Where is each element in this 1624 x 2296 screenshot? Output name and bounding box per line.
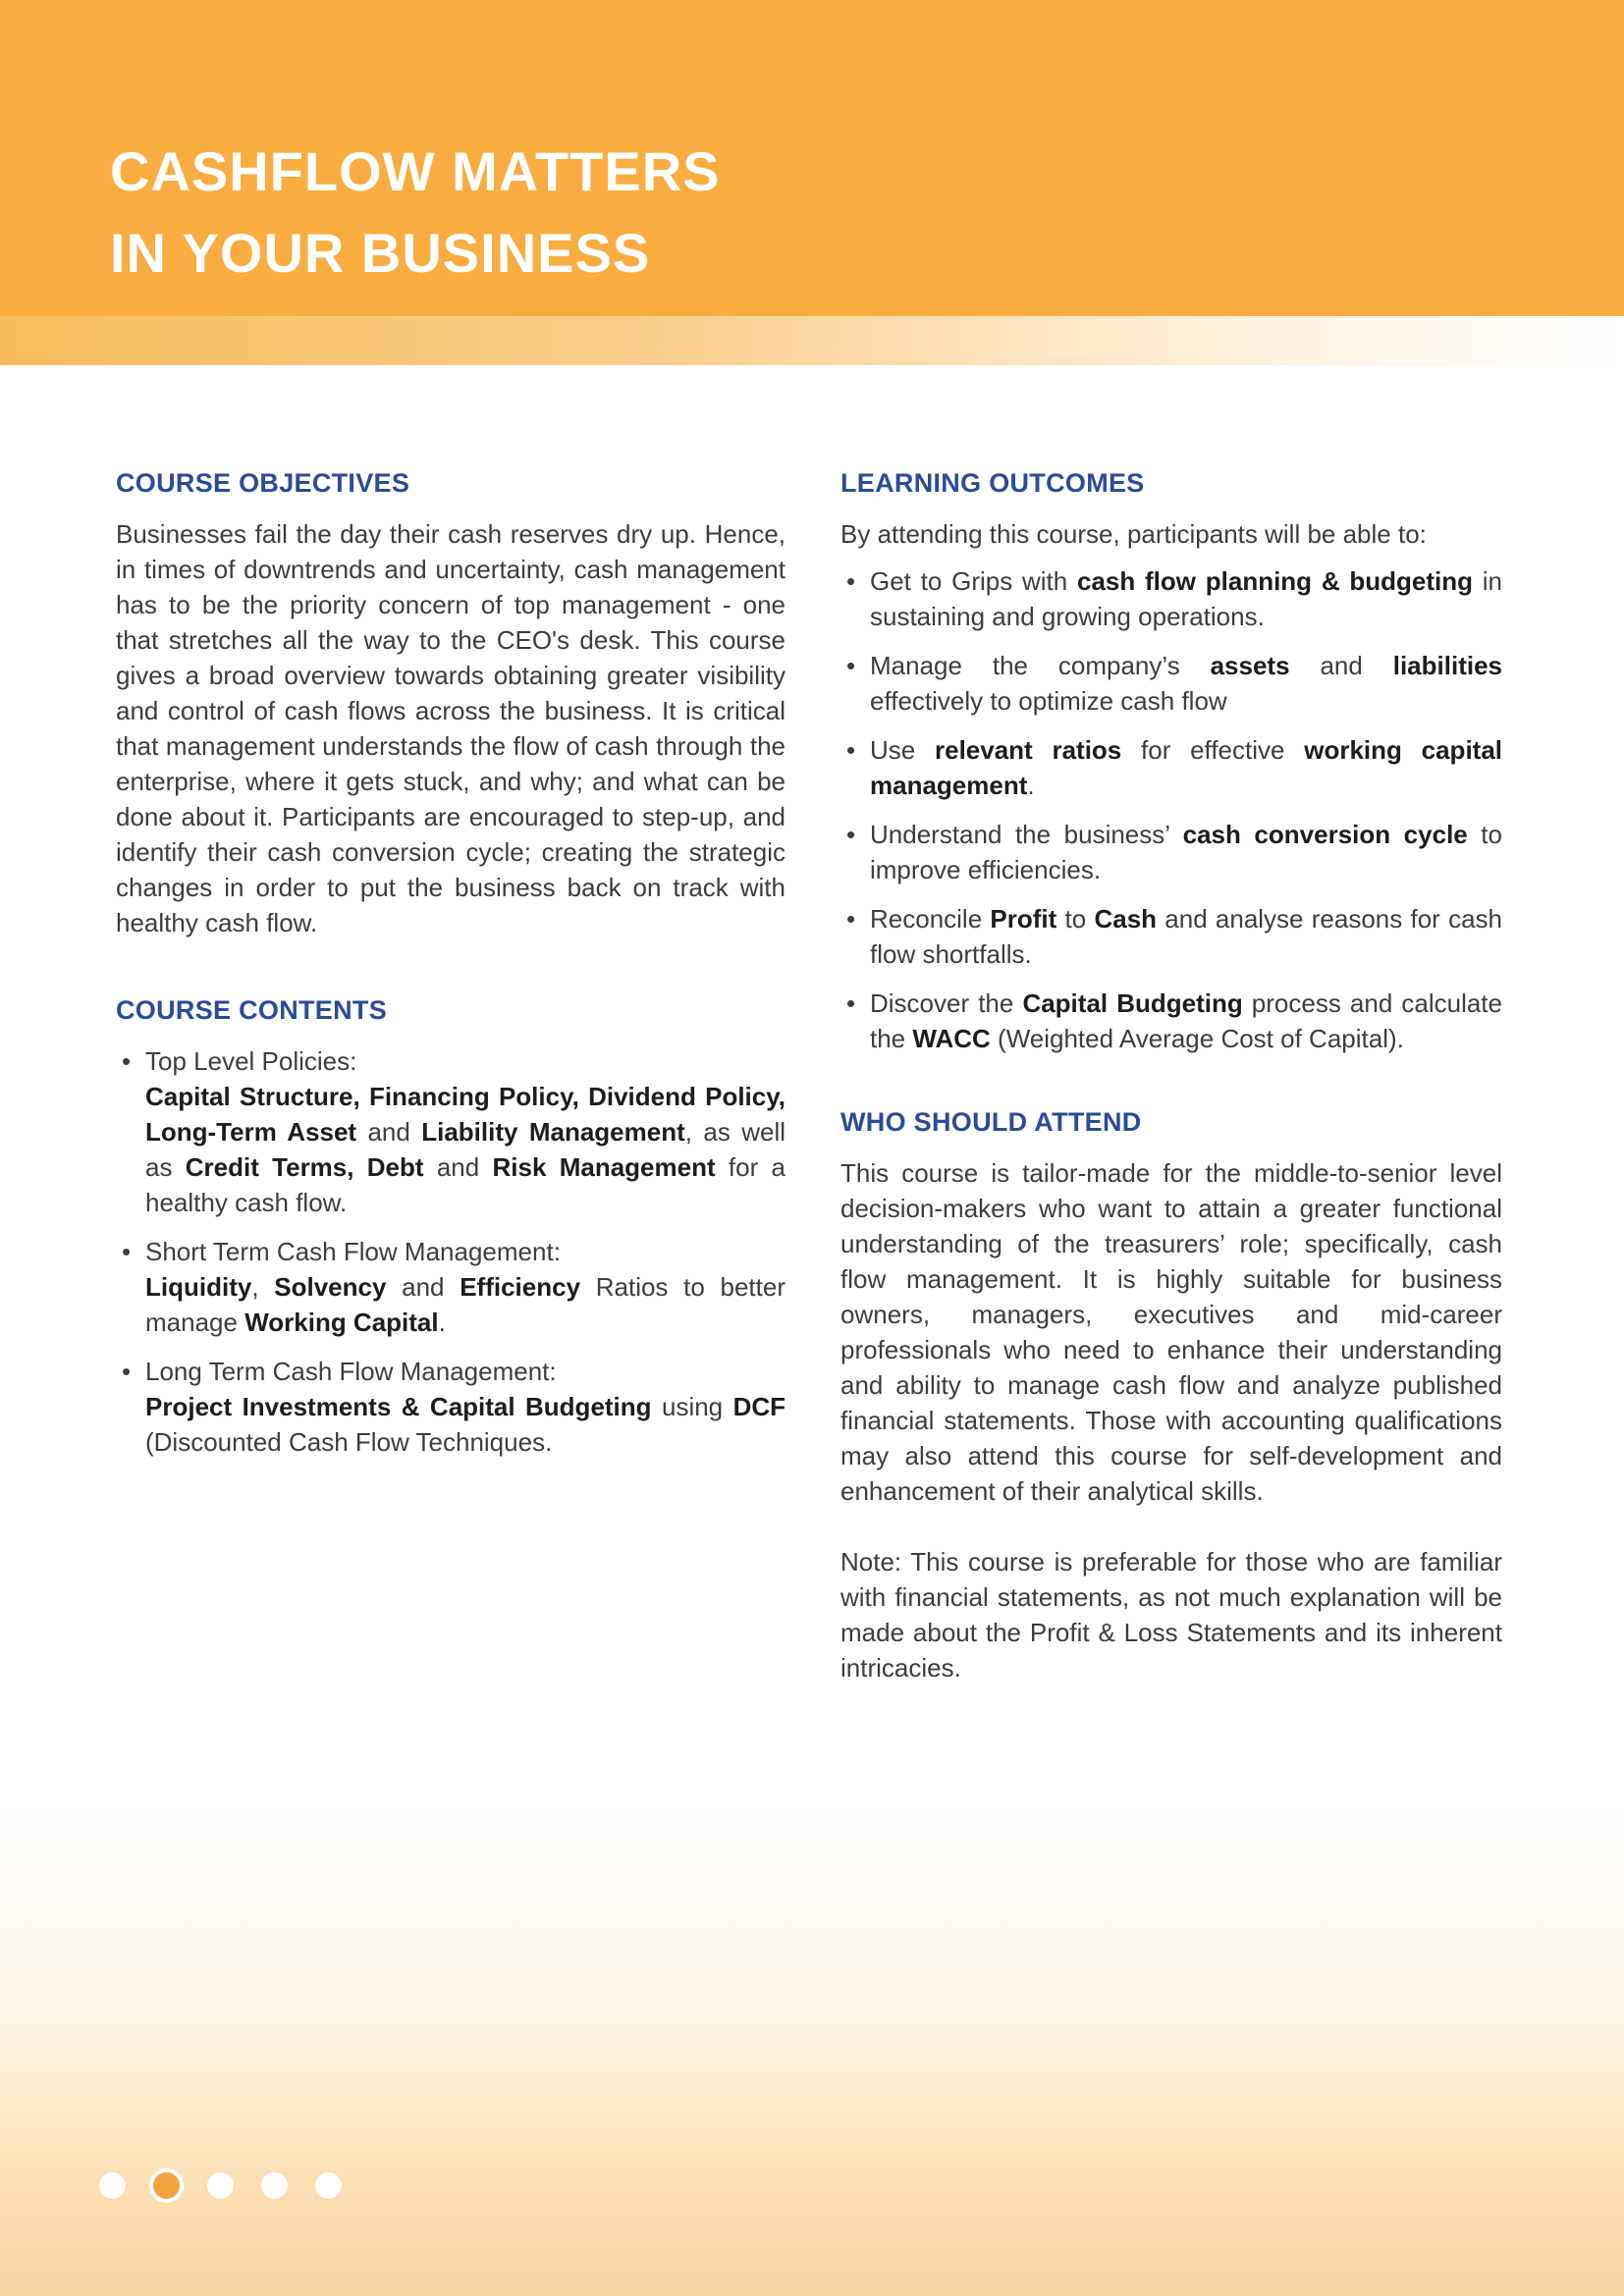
right-column	[840, 468, 1502, 1685]
bullet-item: • Understand the business’ cash conversion cycle to improve efficiencies.	[840, 817, 1502, 887]
pagination-dot	[315, 2172, 342, 2199]
bullet-item: • Get to Grips with cash flow planning & budgeting in sustaining and growing operations.	[840, 563, 1502, 634]
pagination-dot-active	[153, 2172, 180, 2199]
bullet-item: • Long Term Cash Flow Management: Project Investments & Capital Budgeting using DCF (Discounted Cash Flow Techniques.	[116, 1354, 785, 1460]
who-should-attend-heading: WHO SHOULD ATTEND	[840, 1107, 1142, 1137]
bullet-item: • Use relevant ratios for effective working capital management.	[840, 732, 1502, 803]
course-objectives-paragraph: Businesses fail the day their cash reserves dry up. Hence, in times of downtrends and uncertainty, cash management has to be the priority concern of top management - one that stretches all the way to the CEO's desk. This course gives a broad overview towards obtaining greater visibility and control of cash flows across the business. It is critical that management understands the flow of cash through the enterprise, where it gets stuck, and why; and what can be done about it. Participants are encouraged to step-up, and identify their cash conversion cycle; creating the strategic changes in order to put the business back on track with healthy cash flow.	[116, 519, 785, 937]
left-column	[116, 468, 785, 1685]
page-indicator-dots	[99, 2172, 342, 2199]
pagination-dot	[99, 2172, 126, 2199]
course-objectives-heading: COURSE OBJECTIVES	[116, 468, 410, 498]
bullet-item: • Reconcile Profit to Cash and analyse reasons for cash flow shortfalls.	[840, 901, 1502, 972]
pagination-dot	[261, 2172, 288, 2199]
who-should-attend-note: Note: This course is preferable for those who are familiar with financial statements, as not much explanation will be made about the Profit & Loss Statements and its inherent intricacies.	[840, 1547, 1502, 1682]
learning-outcomes-intro: By attending this course, participants will be able to:	[840, 519, 1427, 549]
bottom-gradient	[0, 1805, 1624, 2296]
pagination-dot	[207, 2172, 234, 2199]
page-title-line2: IN YOUR BUSINESS	[110, 221, 651, 284]
page-title	[110, 131, 721, 294]
learning-outcomes-heading: LEARNING OUTCOMES	[840, 468, 1145, 498]
learning-outcomes-list	[840, 563, 1502, 1056]
bullet-item: • Short Term Cash Flow Management: Liquidity, Solvency and Efficiency Ratios to better manage Working Capital.	[116, 1234, 785, 1340]
header-banner-gradient-strip	[0, 316, 1624, 365]
course-contents-heading: COURSE CONTENTS	[116, 995, 388, 1025]
who-should-attend-paragraph: This course is tailor-made for the middle-to-senior level decision-makers who want to attain a greater functional understanding of the treasurers’ role; specifically, cash flow management. It is highly suitable for business owners, managers, executives and mid-career professionals who need to enhance their understanding and ability to manage cash flow and analyze published financial statements. Those with accounting qualifications may also attend this course for self-development and enhancement of their analytical skills.	[840, 1158, 1502, 1506]
content-columns	[116, 468, 1502, 1685]
bullet-item: • Top Level Policies: Capital Structure, Financing Policy, Dividend Policy, Long-Term Asset and Liability Management, as well as Credit Terms, Debt and Risk Management for a healthy cash flow.	[116, 1043, 785, 1220]
course-contents-list	[116, 1043, 785, 1460]
bullet-item: • Discover the Capital Budgeting process and calculate the WACC (Weighted Average Cost of Capital).	[840, 986, 1502, 1056]
page-title-line1: CASHFLOW MATTERS	[110, 139, 721, 202]
bullet-item: • Manage the company’s assets and liabilities effectively to optimize cash flow	[840, 648, 1502, 719]
